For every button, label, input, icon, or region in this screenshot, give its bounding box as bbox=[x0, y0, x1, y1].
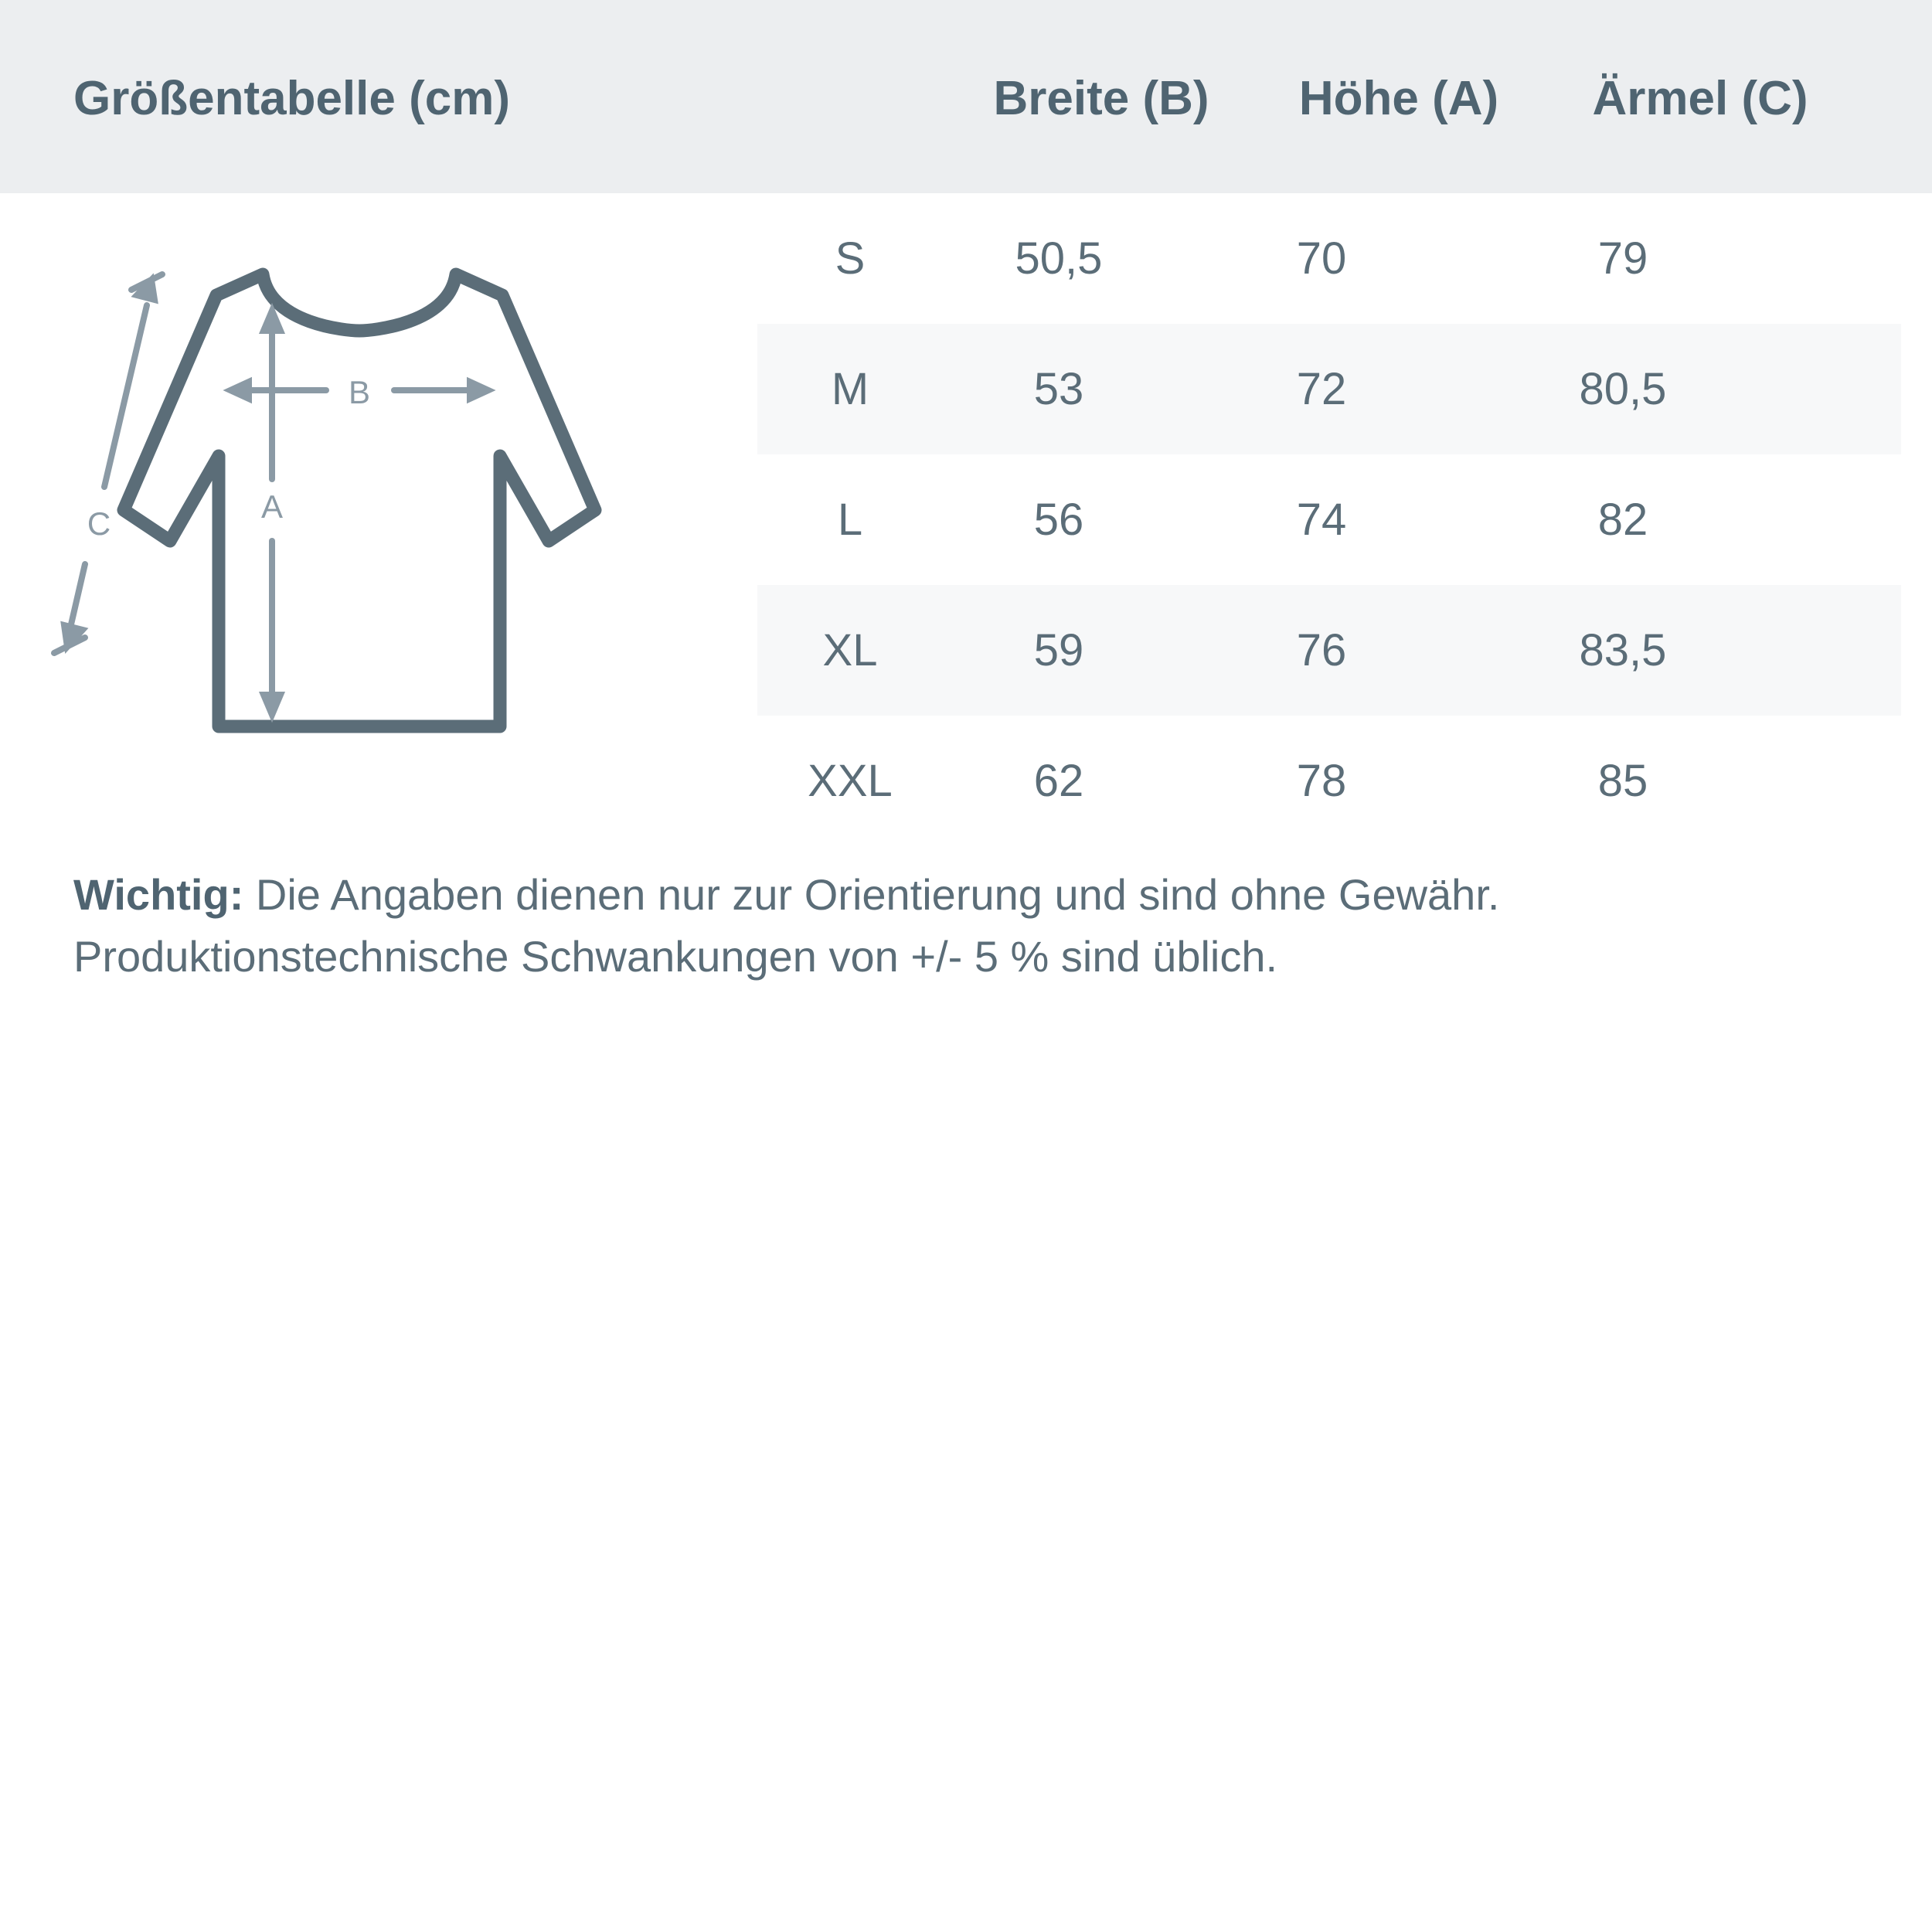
diagram-label-b: B bbox=[348, 374, 371, 410]
cell-size: L bbox=[837, 495, 863, 545]
cell-hoehe: 76 bbox=[1296, 625, 1347, 675]
cell-hoehe: 78 bbox=[1296, 756, 1347, 806]
cell-breite: 62 bbox=[1033, 756, 1084, 806]
garment-diagram bbox=[39, 232, 757, 788]
footnote bbox=[73, 864, 1866, 987]
footnote-line1: Die Angaben dienen nur zur Orientierung und sind ohne Gewähr. bbox=[243, 870, 1500, 919]
footnote-line2: Produktionstechnische Schwankungen von +/- 5 % sind üblich. bbox=[73, 931, 1278, 981]
cell-size: XXL bbox=[808, 756, 893, 806]
cell-size: XL bbox=[822, 625, 878, 675]
cell-aermel: 85 bbox=[1597, 756, 1648, 806]
column-header-breite: Breite (B) bbox=[993, 72, 1209, 125]
cell-hoehe: 70 bbox=[1296, 233, 1347, 284]
cell-breite: 59 bbox=[1033, 625, 1084, 675]
cell-breite: 53 bbox=[1033, 364, 1084, 414]
cell-breite: 50,5 bbox=[1015, 233, 1103, 284]
table-row bbox=[757, 324, 1901, 454]
cell-aermel: 83,5 bbox=[1579, 625, 1667, 675]
cell-size: M bbox=[831, 364, 869, 414]
cell-hoehe: 72 bbox=[1296, 364, 1347, 414]
cell-aermel: 82 bbox=[1597, 495, 1648, 545]
table-row bbox=[757, 585, 1901, 716]
page-title: Größentabelle (cm) bbox=[73, 72, 510, 125]
diagram-label-a: A bbox=[260, 488, 284, 525]
size-table bbox=[757, 193, 1901, 846]
cell-hoehe: 74 bbox=[1296, 495, 1347, 545]
table-row bbox=[757, 454, 1901, 585]
footnote-lead: Wichtig: bbox=[73, 870, 244, 919]
column-headers bbox=[951, 71, 1878, 126]
cell-aermel: 80,5 bbox=[1579, 364, 1667, 414]
table-row bbox=[757, 193, 1901, 324]
cell-aermel: 79 bbox=[1597, 233, 1648, 284]
column-header-hoehe: Höhe (A) bbox=[1298, 72, 1499, 125]
column-header-aermel: Ärmel (C) bbox=[1592, 72, 1808, 125]
diagram-label-c: C bbox=[87, 505, 111, 542]
table-row bbox=[757, 716, 1901, 846]
cell-breite: 56 bbox=[1033, 495, 1084, 545]
cell-size: S bbox=[835, 233, 866, 284]
long-sleeve-shirt-icon bbox=[124, 274, 595, 726]
